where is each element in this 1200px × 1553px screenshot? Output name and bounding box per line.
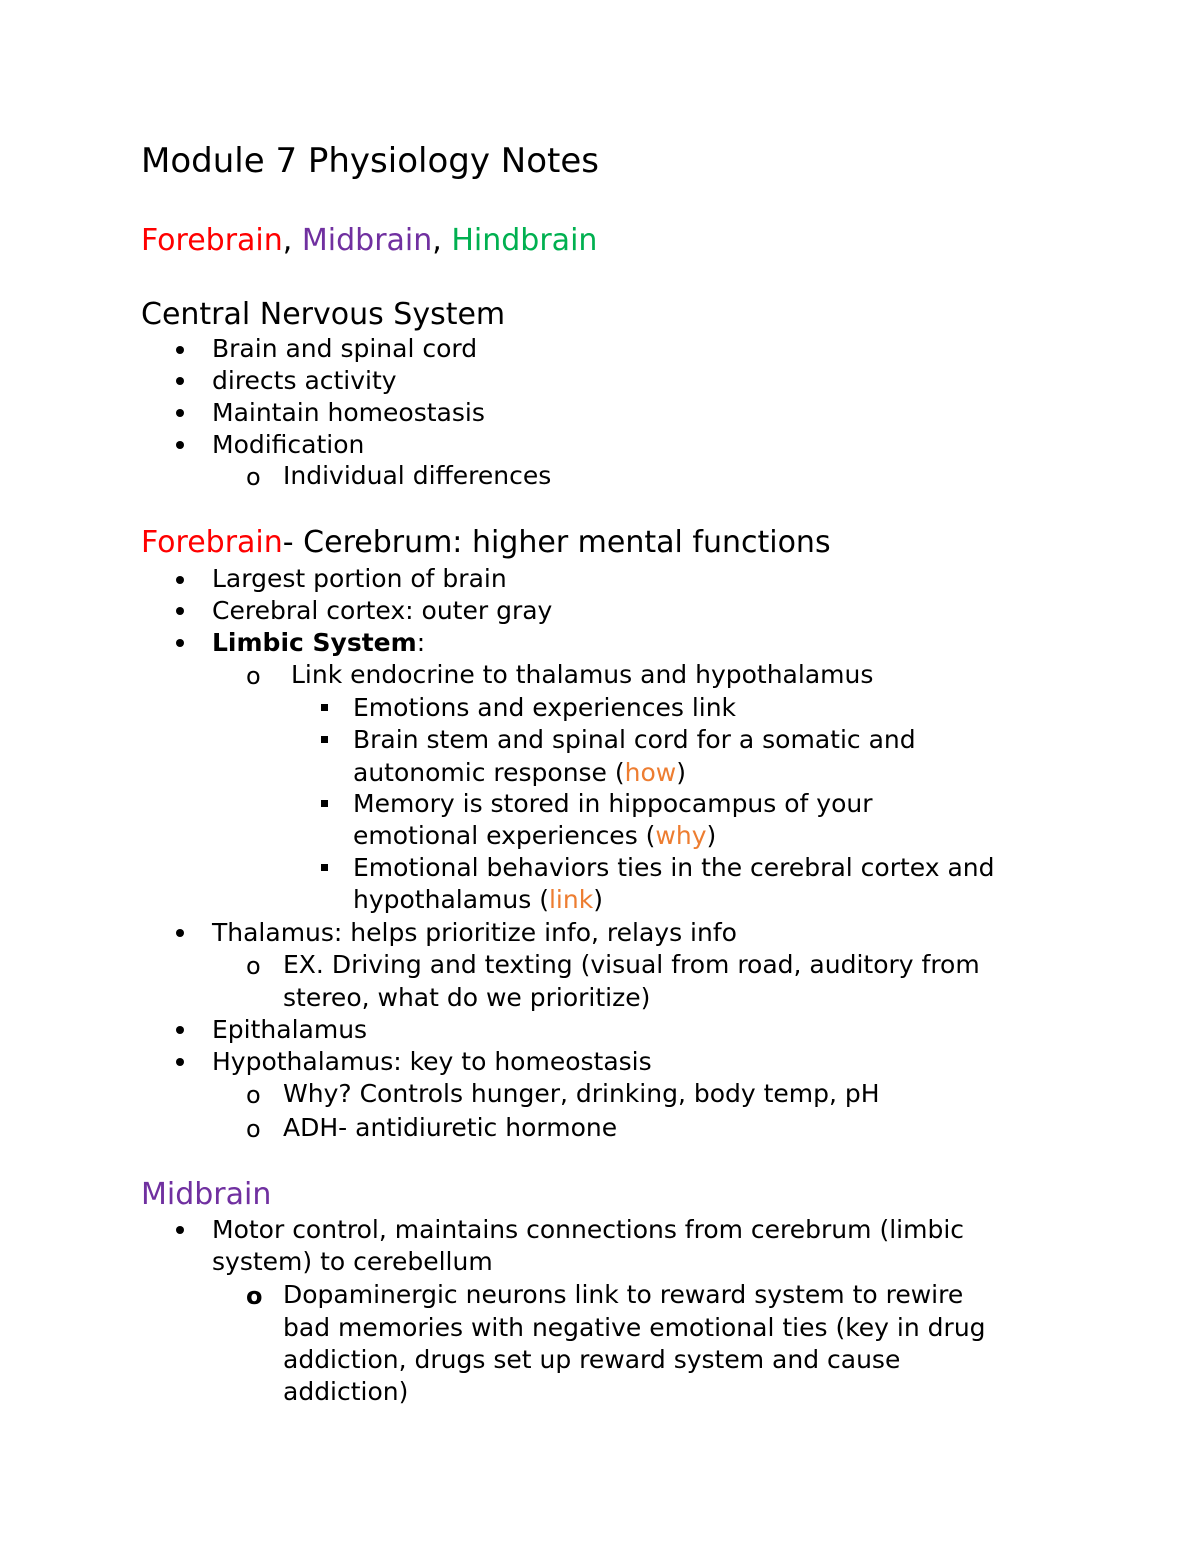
bullet-dot	[176, 1226, 184, 1234]
midbrain-heading: Midbrain	[141, 1177, 272, 1212]
list-item: Brain and spinal cord	[212, 334, 478, 363]
emphasis-link: link	[548, 885, 594, 914]
bullet-circle: o	[246, 1081, 261, 1109]
text: )	[593, 885, 603, 914]
list-item: Hypothalamus: key to homeostasis	[212, 1047, 652, 1076]
list-item: Cerebral cortex: outer gray	[212, 596, 553, 625]
emphasis-how: how	[624, 758, 677, 787]
separator: ,	[282, 223, 293, 258]
list-item: Largest portion of brain	[212, 564, 507, 593]
list-item: Motor control, maintains connections from cerebrum (limbic	[212, 1215, 965, 1244]
bullet-square	[321, 800, 328, 807]
list-item: Modification	[212, 430, 365, 459]
list-item: directs activity	[212, 366, 397, 395]
bullet-dot	[176, 1058, 184, 1066]
sub-list-item: ADH- antidiuretic hormone	[283, 1113, 618, 1142]
bullet-square	[321, 864, 328, 871]
sub-list-item-continued: addiction)	[283, 1377, 409, 1406]
sub-sub-list-item: Memory is stored in hippocampus of your	[353, 789, 873, 818]
sub-list-item-continued: addiction, drugs set up reward system and cause	[283, 1345, 901, 1374]
text: )	[706, 821, 717, 850]
emphasis-why: why	[655, 821, 707, 850]
limbic-colon: :	[416, 628, 426, 657]
sub-list-item: Dopaminergic neurons link to reward system to rewire	[283, 1280, 964, 1309]
sub-list-item-continued: stereo, what do we prioritize)	[283, 983, 651, 1012]
list-item: Epithalamus	[212, 1015, 368, 1044]
bullet-dot	[176, 346, 184, 354]
bullet-circle: o	[246, 662, 261, 690]
sub-sub-list-item: Emotions and experiences link	[353, 693, 737, 722]
bullet-dot	[176, 1026, 184, 1034]
text: hypothalamus (	[353, 885, 549, 914]
bullet-circle: o	[246, 1115, 261, 1143]
sub-sub-list-item-continued	[353, 887, 603, 912]
bullet-circle: o	[246, 952, 261, 980]
bullet-dot	[176, 441, 184, 449]
sub-list-item: EX. Driving and texting (visual from road, auditory from	[283, 950, 980, 979]
sub-list-item: Individual differences	[283, 461, 552, 490]
hindbrain-label: Hindbrain	[451, 223, 598, 258]
cns-heading: Central Nervous System	[141, 297, 506, 332]
bullet-circle: o	[246, 463, 261, 491]
bullet-dot	[176, 377, 184, 385]
midbrain-label: Midbrain	[301, 223, 433, 258]
bullet-circle: o	[246, 1282, 263, 1310]
separator: ,	[432, 223, 442, 258]
forebrain-heading	[141, 525, 831, 560]
list-item: Thalamus: helps prioritize info, relays info	[212, 918, 737, 947]
sub-sub-list-item: Emotional behaviors ties in the cerebral cortex and	[353, 853, 995, 882]
bullet-dot	[176, 576, 184, 584]
brain-regions-line	[141, 223, 598, 258]
text: emotional experiences (	[353, 821, 656, 850]
forebrain-label: Forebrain	[141, 223, 283, 258]
sub-sub-list-item-continued	[353, 760, 686, 785]
forebrain-heading-text: - Cerebrum: higher mental functions	[282, 525, 831, 560]
bullet-square	[321, 704, 328, 711]
list-item-continued: system) to cerebellum	[212, 1247, 493, 1276]
sub-list-item-continued: bad memories with negative emotional ties (key in drug	[283, 1313, 986, 1342]
sub-list-item: Link endocrine to thalamus and hypothalamus	[291, 660, 874, 689]
limbic-item	[212, 630, 425, 655]
text: )	[676, 758, 687, 787]
list-item: Maintain homeostasis	[212, 398, 485, 427]
forebrain-heading-label: Forebrain	[141, 525, 283, 560]
limbic-label: Limbic System	[212, 628, 417, 657]
document-title: Module 7 Physiology Notes	[141, 141, 599, 181]
sub-list-item: Why? Controls hunger, drinking, body temp, pH	[283, 1079, 880, 1108]
text: autonomic response (	[353, 758, 625, 787]
bullet-square	[321, 736, 328, 743]
sub-sub-list-item: Brain stem and spinal cord for a somatic and	[353, 725, 916, 754]
bullet-dot	[176, 607, 184, 615]
sub-sub-list-item-continued	[353, 823, 716, 848]
bullet-dot	[176, 639, 184, 647]
bullet-dot	[176, 929, 184, 937]
bullet-dot	[176, 409, 184, 417]
